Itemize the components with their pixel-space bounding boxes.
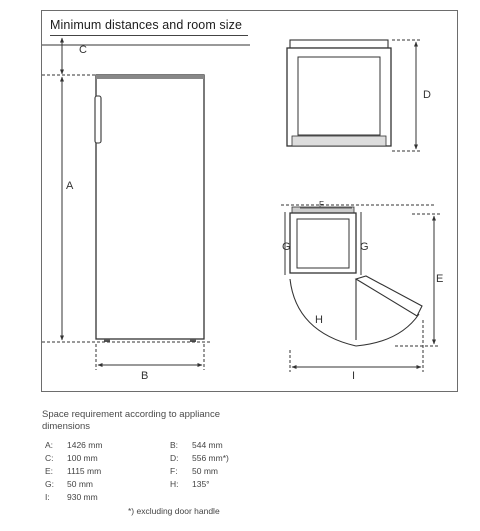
fridge-top-view <box>287 40 391 146</box>
label-g-left: G <box>282 241 291 253</box>
fridge-plan-view <box>281 205 436 346</box>
spec-item-h: H: 135° <box>170 479 210 489</box>
spec-item-c: C: 100 mm <box>45 453 98 463</box>
label-a: A <box>66 180 74 192</box>
spec-item-f: F: 50 mm <box>170 466 218 476</box>
label-b: B <box>141 370 149 382</box>
spec-footnote: *) excluding door handle <box>128 506 220 516</box>
fridge-front-view <box>95 75 204 342</box>
dimension-b <box>96 344 204 370</box>
spec-item-i: I: 930 mm <box>45 492 98 502</box>
label-i: I <box>352 370 356 382</box>
dimension-e <box>395 214 440 346</box>
label-h: H <box>315 314 323 326</box>
spec-item-b: B: 544 mm <box>170 440 223 450</box>
open-door <box>356 276 422 316</box>
dimension-d <box>392 40 420 151</box>
diagram-title: Minimum distances and room size <box>50 18 243 32</box>
label-c: C <box>79 44 87 56</box>
label-g-right: G <box>360 241 369 253</box>
spec-item-g: G: 50 mm <box>45 479 93 489</box>
label-d: D <box>423 89 431 101</box>
label-f: F <box>319 200 324 209</box>
spec-item-a: A: 1426 mm <box>45 440 103 450</box>
door-swing-arc <box>290 279 356 346</box>
spec-heading: Space requirement according to appliance dimensions <box>42 409 220 432</box>
label-e: E <box>436 273 444 285</box>
door-handle <box>95 96 101 143</box>
dimension-c <box>42 38 96 75</box>
spec-item-d: D: 556 mm*) <box>170 453 229 463</box>
spec-item-e: E: 1115 mm <box>45 466 102 476</box>
